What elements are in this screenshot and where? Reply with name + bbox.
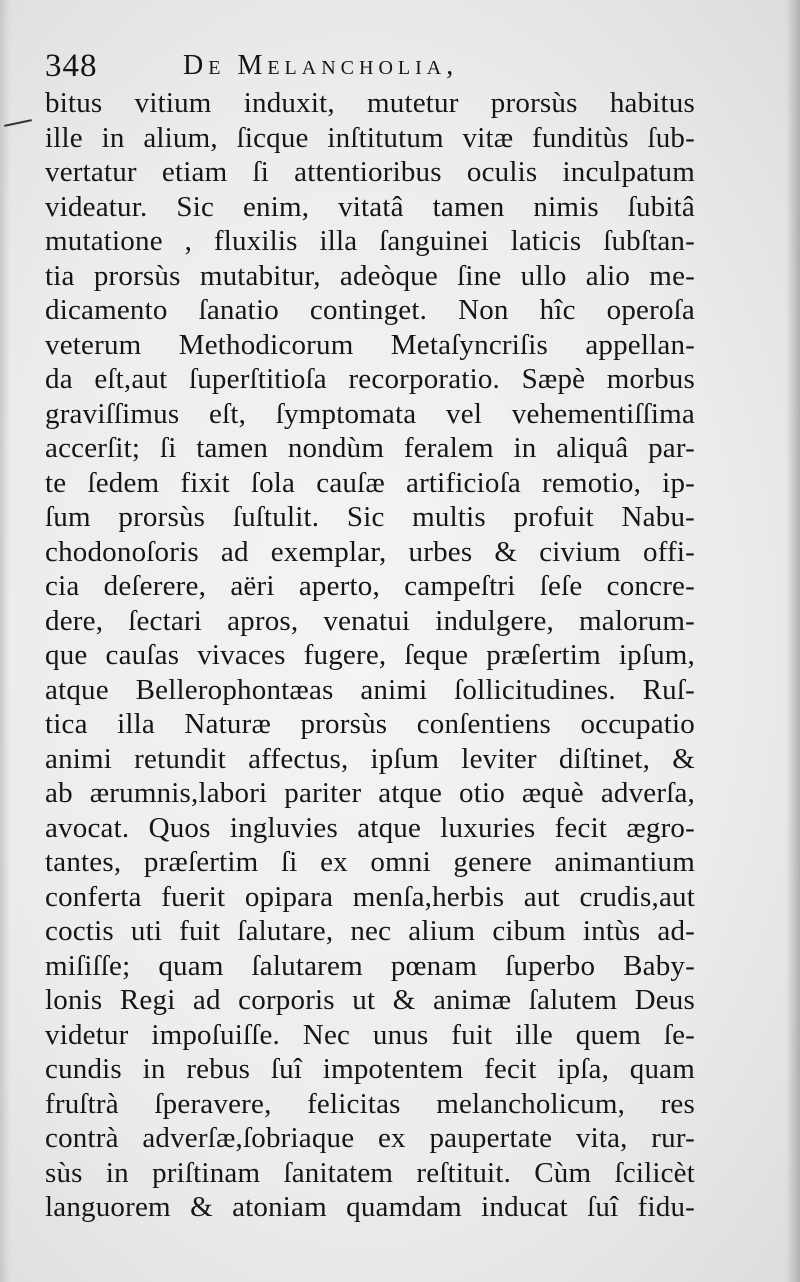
page-right-shadow bbox=[786, 0, 800, 1282]
text-line: accerſit; ſi tamen nondùm feralem in aliquâ par- bbox=[45, 432, 695, 464]
text-line: fruſtrà ſperavere, felicitas melancholicum, res bbox=[45, 1087, 695, 1120]
text-line: graviſſimus eſt, ſymptomata vel vehementiſſima bbox=[45, 397, 695, 430]
text-line: da eſt,aut ſuperſtitioſa recorporatio. Sæpè morbus bbox=[45, 363, 695, 395]
text-line: atque Bellerophontæas animi ſollicitudines. Ruſ- bbox=[45, 673, 695, 706]
text-line: tia prorsùs mutabitur, adeòque ſine ullo alio me- bbox=[45, 259, 695, 292]
text-line: dicamento ſanatio continget. Non hîc operoſa bbox=[45, 294, 695, 326]
text-line: ſum prorsùs ſuſtulit. Sic multis profuit Nabu- bbox=[45, 501, 695, 533]
text-line: videtur impoſuiſſe. Nec unus fuit ille quem ſe- bbox=[45, 1018, 695, 1051]
text-line: te ſedem fixit ſola cauſæ artificioſa remotio, ip- bbox=[45, 466, 695, 499]
running-head-title: De Melancholia, bbox=[183, 50, 459, 81]
text-line: tantes, præſertim ſi ex omni genere animantium bbox=[45, 846, 695, 878]
text-line: cia deſerere, aëri aperto, campeſtri ſeſe concre- bbox=[45, 570, 695, 602]
page-left-shadow bbox=[0, 0, 10, 1282]
text-line: videatur. Sic enim, vitatâ tamen nimis ſubitâ bbox=[45, 190, 695, 223]
text-line: conferta fuerit opipara menſa,herbis aut crudis,aut bbox=[45, 880, 695, 913]
text-line: bitus vitium induxit, mutetur prorsùs habitus bbox=[45, 87, 695, 119]
text-line: cundis in rebus ſuî impotentem fecit ipſa, quam bbox=[45, 1053, 695, 1085]
body-text bbox=[45, 86, 695, 1225]
text-line: veterum Methodicorum Metaſyncriſis appellan- bbox=[45, 328, 695, 361]
text-line: contrà adverſæ,ſobriaque ex paupertate vita, rur- bbox=[45, 1122, 695, 1154]
text-line: ab ærumnis,labori pariter atque otio æquè adverſa, bbox=[45, 777, 695, 809]
text-line: chodonoſoris ad exemplar, urbes & civium offi- bbox=[45, 535, 695, 568]
text-line: tica illa Naturæ prorsùs conſentiens occupatio bbox=[45, 708, 695, 740]
text-line: miſiſſe; quam ſalutarem pœnam ſuperbo Baby- bbox=[45, 949, 695, 982]
text-line: coctis uti fuit ſalutare, nec alium cibum intùs ad- bbox=[45, 915, 695, 947]
text-line: avocat. Quos ingluvies atque luxuries fecit ægro- bbox=[45, 811, 695, 844]
text-line: sùs in priſtinam ſanitatem reſtituit. Cùm ſcilicèt bbox=[45, 1156, 695, 1189]
text-line: animi retundit affectus, ipſum leviter diſtinet, & bbox=[45, 742, 695, 775]
text-line: ille in alium, ſicque inſtitutum vitæ funditùs ſub- bbox=[45, 121, 695, 154]
text-line: languorem & atoniam quamdam inducat ſuî fidu- bbox=[45, 1191, 695, 1223]
text-line: dere, ſectari apros, venatui indulgere, malorum- bbox=[45, 604, 695, 637]
text-line: mutatione , fluxilis illa ſanguinei laticis ſubſtan- bbox=[45, 225, 695, 257]
page-number: 348 bbox=[45, 48, 98, 84]
text-line: vertatur etiam ſi attentioribus oculis inculpatum bbox=[45, 156, 695, 188]
text-line: que cauſas vivaces fugere, ſeque præſertim ipſum, bbox=[45, 639, 695, 671]
text-line: lonis Regi ad corporis ut & animæ ſalutem Deus bbox=[45, 984, 695, 1016]
